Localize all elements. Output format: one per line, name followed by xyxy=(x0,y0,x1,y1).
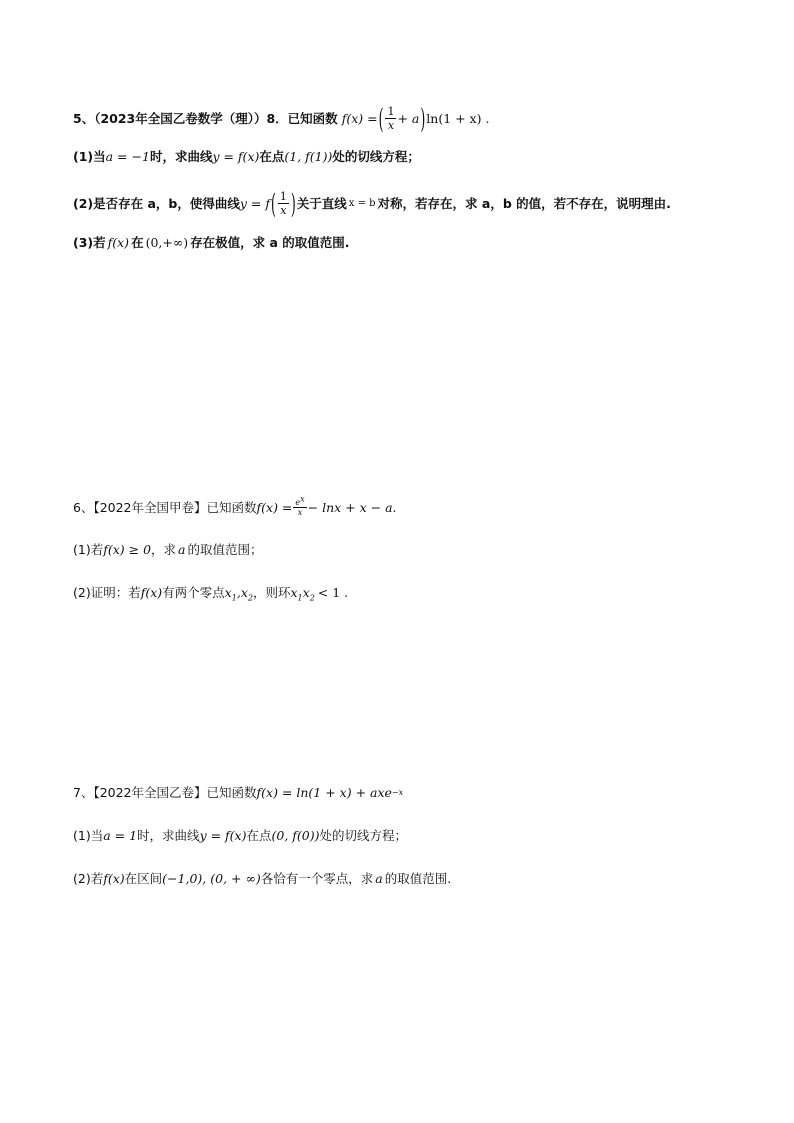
math-curve: y = f xyxy=(239,195,270,211)
q-text: (1)当 xyxy=(73,828,104,843)
math-a-value: a = 1 xyxy=(103,828,138,843)
q-text: 在点 xyxy=(246,828,272,843)
math-function: f(x) xyxy=(107,235,130,250)
problem-5-heading-text: 5、（2023年全国乙卷数学（理））8．已知函数 xyxy=(73,110,338,126)
q-text: 各恰有一个零点，求 xyxy=(260,871,374,886)
problem-7-question-1 xyxy=(73,827,407,845)
q-text: ，则环 xyxy=(252,585,291,600)
q-text: (2)若 xyxy=(73,871,104,886)
math-intervals: (−1,0), (0, + ∞) xyxy=(162,871,261,886)
numerator xyxy=(293,494,306,508)
math-point: (0, f(0)) xyxy=(271,828,320,843)
q-text: (3)若 xyxy=(73,235,106,250)
problem-7-heading-text: 7、【2022年全国乙卷】已知函数 xyxy=(73,785,257,800)
q-text: 在区间 xyxy=(124,871,163,886)
problem-7-question-2 xyxy=(73,870,451,888)
math-a: a xyxy=(375,871,383,886)
right-paren: ) xyxy=(290,185,296,219)
q-text: 的取值范围； xyxy=(187,542,263,557)
math-curve: y = f(x) xyxy=(212,149,260,164)
left-paren: ( xyxy=(270,185,276,219)
problem-6-heading xyxy=(73,494,397,517)
q-text: 时，求曲线 xyxy=(149,149,213,164)
fraction-one-over-x: $\frac{1}{x}$ xyxy=(387,105,395,132)
q-text: 处的切线方程； xyxy=(319,828,408,843)
problem-6-question-2 xyxy=(73,584,348,602)
q-text: ，求 xyxy=(151,542,177,557)
sub-1: 1 xyxy=(297,593,303,603)
denominator: x xyxy=(297,508,303,517)
sub-1: 1 xyxy=(231,593,237,603)
math-function: f(x) xyxy=(103,871,125,886)
q-text: 时，求曲线 xyxy=(137,828,200,843)
math-function-lhs: f(x) = xyxy=(256,500,293,515)
q-text: (2)证明：若 xyxy=(73,585,141,600)
q-text: 处的切线方程； xyxy=(332,149,420,164)
problem-5-question-1 xyxy=(73,148,420,166)
q-text: 在点 xyxy=(259,149,285,164)
math-product xyxy=(290,584,314,602)
sub-2: 2 xyxy=(247,593,253,603)
problem-7-heading: 7、【2022年全国乙卷】已知函数 f(x) = ln(1 + x) + axe −x xyxy=(73,785,404,800)
var-x: x xyxy=(224,585,232,600)
q-text: 的取值范围. xyxy=(384,871,452,886)
math-a-value: a = −1 xyxy=(105,149,150,164)
var-x: x xyxy=(302,585,310,600)
problem-6-heading-text: 6、【2022年全国甲卷】已知函数 xyxy=(73,500,257,515)
math-a: a xyxy=(178,542,186,557)
num-e: e xyxy=(295,498,301,507)
math-less-than-one: < 1 . xyxy=(317,585,349,600)
q-text: 对称，若存在，求 a，b 的值，若不存在，说明理由. xyxy=(377,195,671,211)
ln-term: ln(1 + x) . xyxy=(426,110,490,126)
math-rest: − lnx + x − a. xyxy=(307,500,397,515)
q-text: (2)是否存在 a，b，使得曲线 xyxy=(73,195,240,211)
problem-5-heading xyxy=(73,100,490,134)
math-curve: y = f(x) xyxy=(199,828,247,843)
q-text: 关于直线 xyxy=(296,195,347,211)
var-x: x xyxy=(290,585,298,600)
math-line: x = b xyxy=(348,197,376,209)
problem-5-function-lhs: f(x) = xyxy=(341,110,378,126)
math-inequality: f(x) ≥ 0 xyxy=(103,542,152,557)
math-point: (1, f(1)) xyxy=(284,149,333,164)
math-function: f(x) xyxy=(140,585,163,600)
var-x: x xyxy=(240,585,248,600)
math-interval: (0,+∞) xyxy=(145,235,189,250)
problem-6-question-1 xyxy=(73,541,263,559)
q-text: 存在极值，求 a 的取值范围. xyxy=(190,235,350,250)
math-function: f(x) = ln(1 + x) + axe xyxy=(256,785,392,800)
left-paren: ( xyxy=(378,100,384,134)
problem-5-question-3 xyxy=(73,234,350,252)
sub-2: 2 xyxy=(309,593,315,603)
right-paren: ) xyxy=(420,100,426,134)
q-text: (1)若 xyxy=(73,542,104,557)
problem-5-question-2 xyxy=(73,185,671,219)
math-zeros xyxy=(225,584,253,602)
fraction-one-over-x: $\frac{1}{x}$ xyxy=(279,190,287,217)
q-number: (1)当 xyxy=(73,149,106,164)
q-text: 有两个零点 xyxy=(162,585,225,600)
q-text: 在 xyxy=(131,235,144,250)
num-sup: x xyxy=(300,494,305,504)
fraction-ex-over-x xyxy=(293,494,306,517)
comma: , xyxy=(236,585,241,600)
plus-a: + a xyxy=(397,110,420,126)
